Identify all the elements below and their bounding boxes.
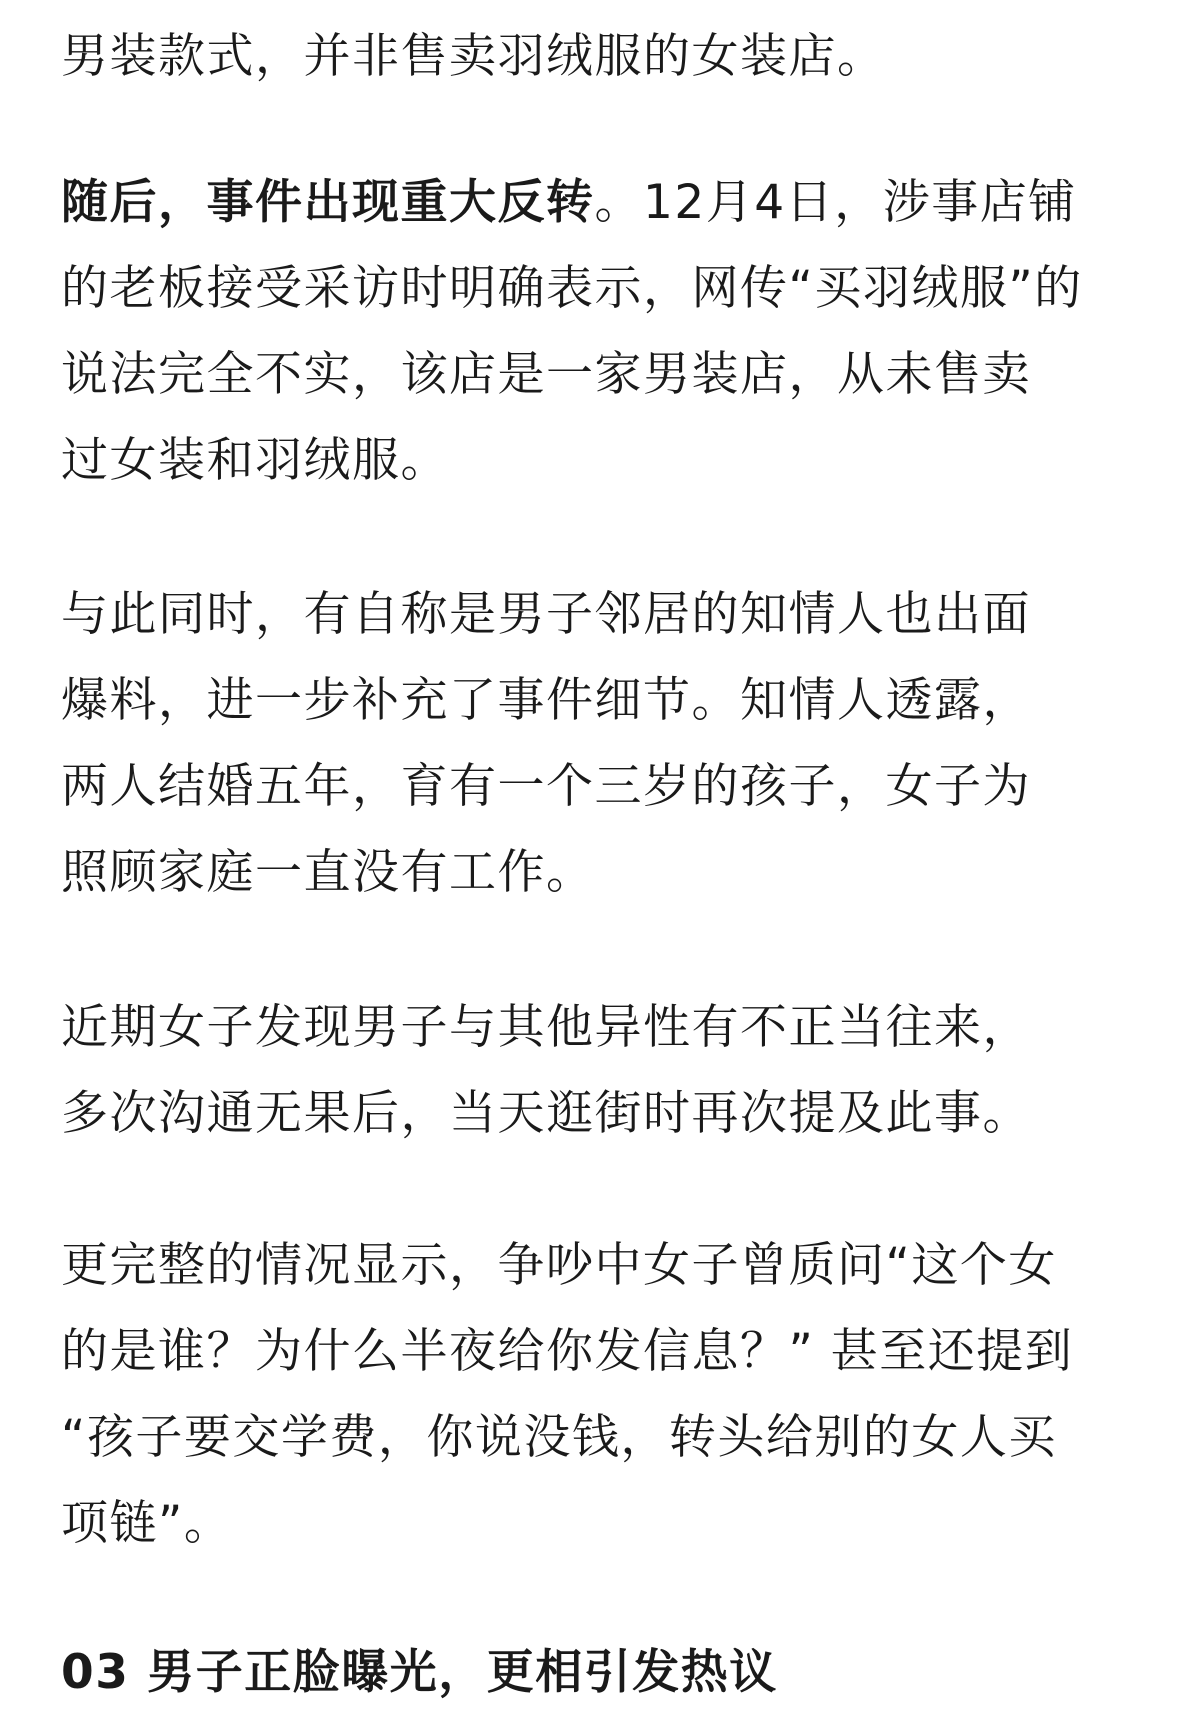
text-line: 两人结婚五年，育有一个三岁的孩子，女子为 [61, 759, 1031, 814]
text-line: 爆料，进一步补充了事件细节。知情人透露， [61, 673, 1031, 728]
text-line: 男装款式，并非售卖羽绒服的女装店。 [61, 29, 886, 84]
text-line: 的老板接受采访时明确表示，网传“买羽绒服”的 [61, 261, 1083, 316]
paragraph-5 [61, 1223, 1121, 1567]
text-line: 项链”。 [61, 1496, 233, 1551]
text-line [61, 160, 1121, 246]
text-line: 与此同时，有自称是男子邻居的知情人也出面 [61, 587, 1031, 642]
text-line: 说法完全不实，该店是一家男装店，从未售卖 [61, 347, 1031, 402]
paragraph-1 [61, 14, 1121, 100]
paragraph-4 [61, 985, 1121, 1157]
text-line: 照顾家庭一直没有工作。 [61, 845, 595, 900]
text-line: “孩子要交学费，你说没钱，转头给别的女人买 [61, 1410, 1057, 1465]
text-line: 03 男子正脸曝光，更相引发热议 [61, 1645, 778, 1700]
text-line: 多次沟通无果后，当天逛街时再次提及此事。 [61, 1086, 1031, 1141]
paragraph-3 [61, 572, 1121, 916]
text-line: 过女装和羽绒服。 [61, 433, 449, 488]
text-line: 更完整的情况显示，争吵中女子曾质问“这个女 [61, 1238, 1057, 1293]
bold-lead: 随后，事件出现重大反转 [61, 175, 595, 230]
text-fragment: 。12月4日，涉事店铺 [594, 175, 1077, 230]
text-line: 的是谁？为什么半夜给你发信息？” 甚至还提到 [61, 1324, 1074, 1379]
text-line: 近期女子发现男子与其他异性有不正当往来， [61, 1000, 1031, 1055]
section-heading [61, 1630, 1121, 1716]
paragraph-2 [61, 160, 1121, 504]
